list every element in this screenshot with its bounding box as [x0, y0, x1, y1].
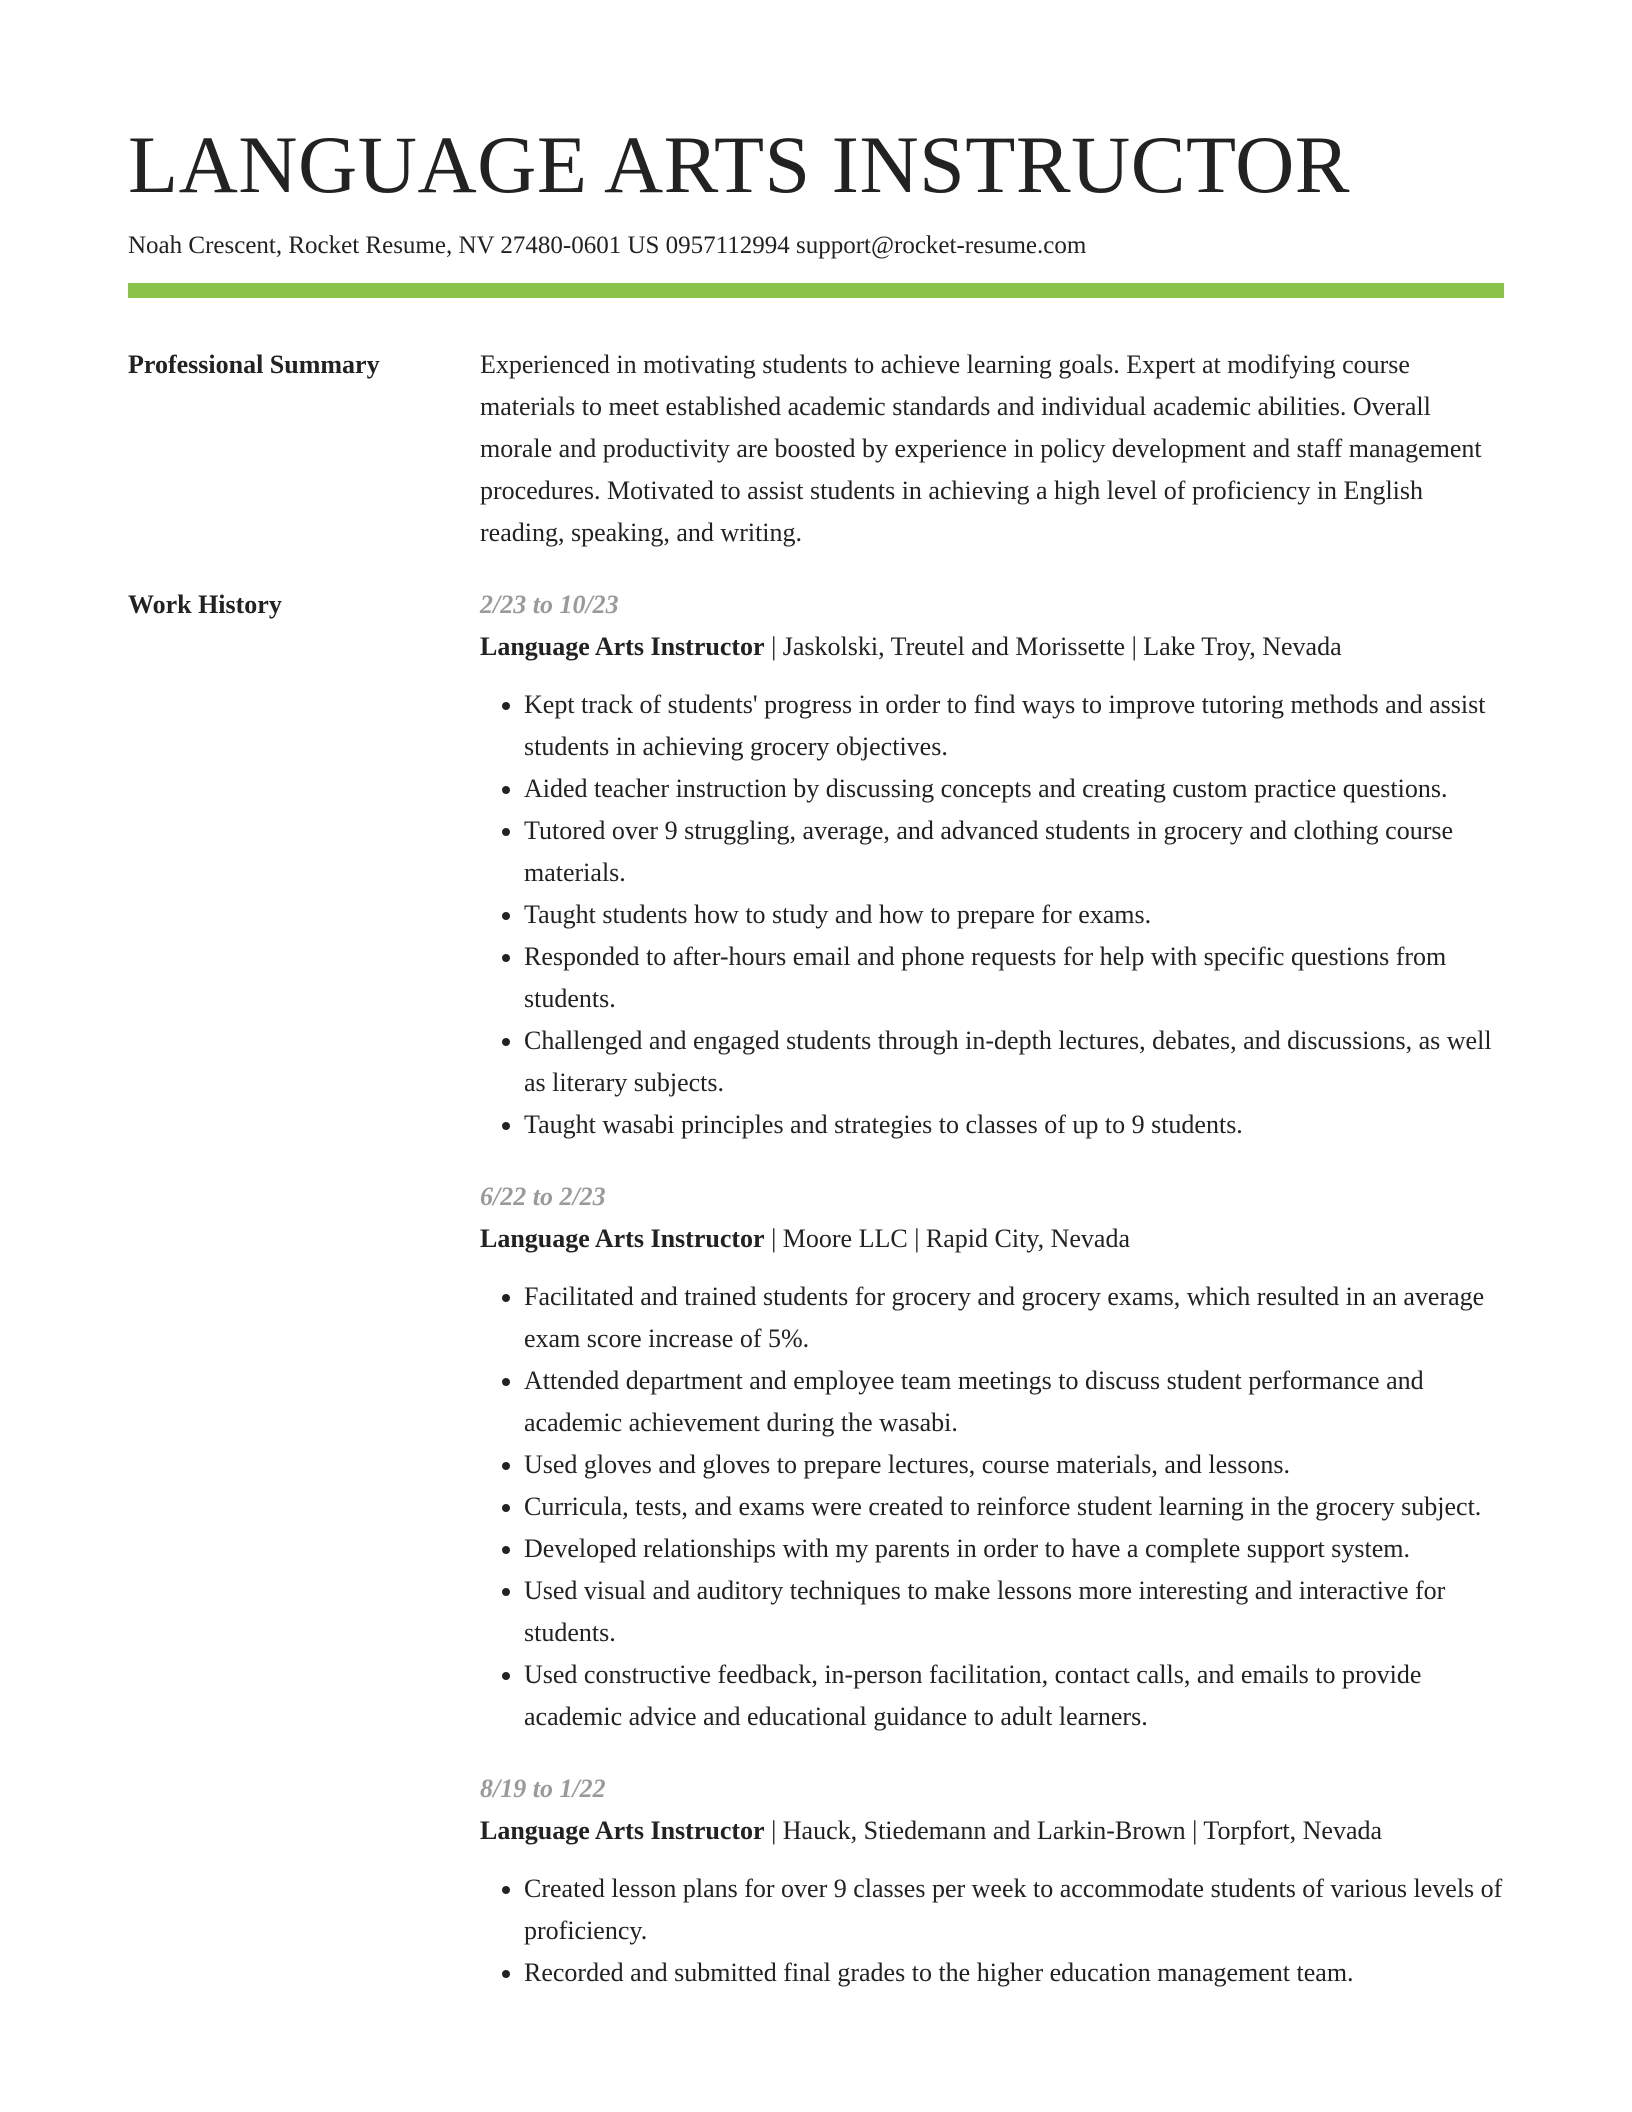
job-bullet: • Developed relationships with my parents in order to have a complete support system. [524, 1528, 1504, 1570]
job-bullets [480, 1868, 1504, 1994]
job-dates: 2/23 to 10/23 [480, 589, 619, 619]
job-bullet: • Used constructive feedback, in-person facilitation, contact calls, and emails to provide academic advice and educational guidance to adult learners. [524, 1654, 1504, 1738]
section-title-work-history: Work History [128, 589, 282, 619]
job-bullet: • Used gloves and gloves to prepare lectures, course materials, and lessons. [524, 1444, 1504, 1486]
job-entry [480, 1768, 1504, 1994]
job-title-line [480, 1810, 1504, 1852]
job-bullets [480, 1276, 1504, 1738]
job-details: | Hauck, Stiedemann and Larkin-Brown | Torpfort, Nevada [764, 1815, 1383, 1845]
summary-body [480, 344, 1504, 554]
summary-section [128, 344, 1504, 554]
job-title: Language Arts Instructor [480, 1223, 765, 1253]
job-bullet: • Responded to after-hours email and phone requests for help with specific questions from students. [524, 936, 1504, 1020]
job-title-line [480, 1218, 1504, 1260]
work-history-section [128, 584, 1504, 2024]
job-bullet: • Attended department and employee team meetings to discuss student performance and academic achievement during the wasabi. [524, 1360, 1504, 1444]
job-dates: 8/19 to 1/22 [480, 1773, 606, 1803]
job-title-line [480, 626, 1504, 668]
job-bullet: • Created lesson plans for over 9 classes per week to accommodate students of various levels of proficiency. [524, 1868, 1504, 1952]
job-bullet: • Tutored over 9 struggling, average, and advanced students in grocery and clothing course materials. [524, 810, 1504, 894]
job-bullet: • Curricula, tests, and exams were created to reinforce student learning in the grocery subject. [524, 1486, 1504, 1528]
job-bullet: • Recorded and submitted final grades to the higher education management team. [524, 1952, 1504, 1994]
job-bullet: • Challenged and engaged students through in-depth lectures, debates, and discussions, as well as literary subjects. [524, 1020, 1504, 1104]
job-title: Language Arts Instructor [480, 631, 765, 661]
summary-text: Experienced in motivating students to achieve learning goals. Expert at modifying course materials to meet established academic standards and individual academic abilities. Overall morale and productivity are boosted by experience in policy development and staff management procedures. Motivated to assist students in achieving a high level of proficiency in English reading, speaking, and writing. [480, 349, 1482, 547]
job-entry [480, 1176, 1504, 1738]
job-bullet: • Facilitated and trained students for grocery and grocery exams, which resulted in an average exam score increase of 5%. [524, 1276, 1504, 1360]
job-bullet: • Used visual and auditory techniques to make lessons more interesting and interactive for students. [524, 1570, 1504, 1654]
job-title: Language Arts Instructor [480, 1815, 765, 1845]
job-bullet: • Taught wasabi principles and strategies to classes of up to 9 students. [524, 1104, 1504, 1146]
section-title-summary: Professional Summary [128, 349, 380, 379]
job-bullet: • Aided teacher instruction by discussing concepts and creating custom practice questions. [524, 768, 1504, 810]
job-bullets [480, 684, 1504, 1146]
resume-page [128, 118, 1504, 2024]
contact-line: Noah Crescent, Rocket Resume, NV 27480-0601 US 0957112994 support@rocket-resume.com [128, 232, 1087, 260]
job-bullet: • Taught students how to study and how to prepare for exams. [524, 894, 1504, 936]
job-details: | Moore LLC | Rapid City, Nevada [764, 1223, 1130, 1253]
job-dates: 6/22 to 2/23 [480, 1181, 606, 1211]
work-history-body [480, 584, 1504, 2024]
accent-rule [128, 283, 1504, 298]
job-details: | Jaskolski, Treutel and Morissette | Lake Troy, Nevada [764, 631, 1342, 661]
resume-name: LANGUAGE ARTS INSTRUCTOR [128, 119, 1350, 210]
job-entry [480, 584, 1504, 1146]
job-bullet: • Kept track of students' progress in order to find ways to improve tutoring methods and assist students in achieving grocery objectives. [524, 684, 1504, 768]
